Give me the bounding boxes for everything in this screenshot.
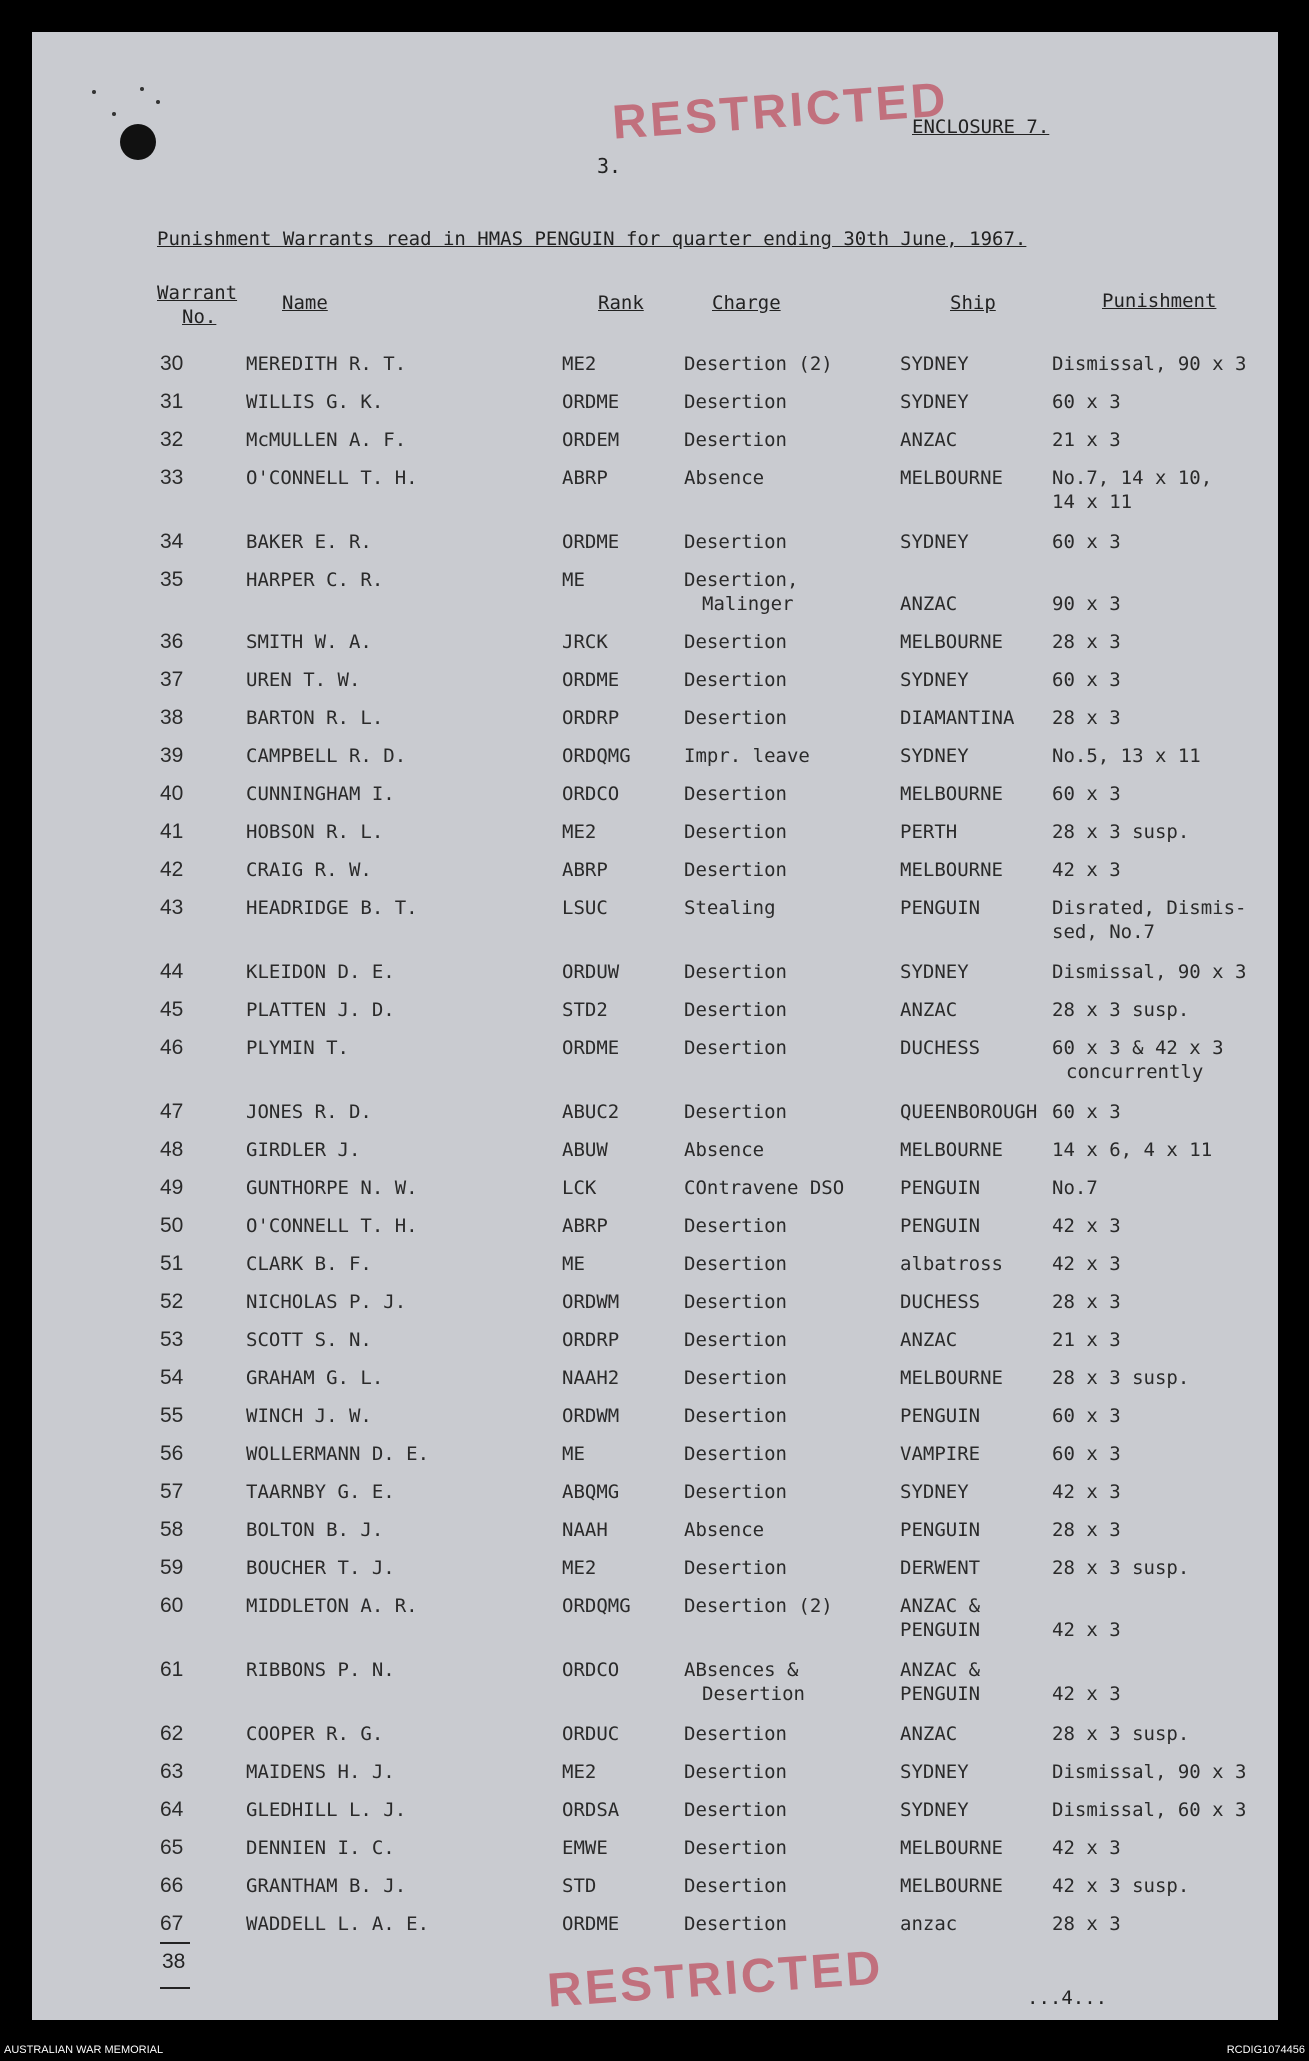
warrant-number: 31 [160,390,184,413]
header-warrant: Warrant [157,282,238,304]
rank-cell: ABUW [562,1139,608,1161]
table-row [32,1290,1278,1326]
warrant-number: 56 [160,1442,184,1465]
ship-cell: ANZAC & [900,1595,981,1617]
charge-cell: Desertion [684,1557,787,1579]
ship-cell: ANZAC & [900,1659,981,1681]
punishment-cell-line2: 42 x 3 [1052,1683,1121,1705]
table-row [32,998,1278,1034]
ship-cell: MELBOURNE [900,631,1003,653]
warrant-number: 35 [160,568,184,591]
ship-cell: DUCHESS [900,1291,981,1313]
ship-cell: PENGUIN [900,1215,981,1237]
warrant-number: 48 [160,1138,184,1161]
punishment-cell: 60 x 3 [1052,1443,1121,1465]
rank-cell: ABQMG [562,1481,620,1503]
punishment-cell: 42 x 3 susp. [1052,1875,1190,1897]
ship-cell: albatross [900,1253,1003,1275]
warrant-number: 41 [160,820,184,843]
charge-cell: Absence [684,1519,765,1541]
table-row [32,1798,1278,1834]
table-row [32,744,1278,780]
person-name: BOLTON B. J. [246,1519,384,1541]
rank-cell: ORDUW [562,961,620,983]
person-name: JONES R. D. [246,1101,372,1123]
ship-cell-line2: PENGUIN [900,1683,981,1705]
warrant-number: 44 [160,960,184,983]
rank-cell: NAAH2 [562,1367,620,1389]
warrant-number: 64 [160,1798,184,1821]
rank-cell: ABRP [562,859,608,881]
warrant-number: 58 [160,1518,184,1541]
punishment-cell: Dismissal, 90 x 3 [1052,353,1247,375]
rank-cell: ME2 [562,353,597,375]
person-name: HEADRIDGE B. T. [246,897,418,919]
table-row [32,1480,1278,1516]
document-title: Punishment Warrants read in HMAS PENGUIN for quarter ending 30th June, 1967. [157,228,1027,250]
total-count: 38 [162,1950,186,1973]
rank-cell: ME [562,569,585,591]
punishment-cell: 21 x 3 [1052,429,1121,451]
charge-cell: Desertion [684,707,787,729]
charge-cell: Desertion [684,1799,787,1821]
person-name: BARTON R. L. [246,707,384,729]
charge-cell: Stealing [684,897,776,919]
ship-cell: MELBOURNE [900,467,1003,489]
rank-cell: ORDME [562,1913,620,1935]
restricted-stamp-top: RESTRICTED [610,73,951,150]
table-row [32,1836,1278,1872]
person-name: PLATTEN J. D. [246,999,395,1021]
punishment-cell: 28 x 3 susp. [1052,1723,1190,1745]
warrant-number: 51 [160,1252,184,1275]
warrant-number: 39 [160,744,184,767]
rank-cell: ORDRP [562,707,620,729]
charge-cell: Desertion [684,1443,787,1465]
person-name: TAARNBY G. E. [246,1481,395,1503]
table-row [32,1874,1278,1910]
ship-cell: SYDNEY [900,531,969,553]
table-row [32,820,1278,856]
restricted-stamp-bottom: RESTRICTED [545,1941,886,2018]
charge-cell: Desertion [684,1367,787,1389]
rank-cell: ORDEM [562,429,620,451]
charge-cell: Desertion [684,1481,787,1503]
warrant-number: 33 [160,466,184,489]
rank-cell: ME2 [562,1761,597,1783]
continued-marker: ...4... [1027,1987,1108,2009]
charge-cell: Desertion [684,531,787,553]
table-row [32,1912,1278,1948]
table-row [32,1658,1278,1705]
rank-cell: JRCK [562,631,608,653]
person-name: CUNNINGHAM I. [246,783,395,805]
charge-cell: Desertion (2) [684,1595,833,1617]
rank-cell: ABUC2 [562,1101,620,1123]
table-row [32,896,1278,943]
table-row [32,782,1278,818]
header-ship: Ship [950,292,996,314]
punishment-cell: Disrated, Dismis- [1052,897,1247,919]
rank-cell: ORDME [562,531,620,553]
table-row [32,1594,1278,1641]
table-row [32,428,1278,464]
rank-cell: ORDWM [562,1405,620,1427]
charge-cell: Desertion [684,1253,787,1275]
warrant-number: 30 [160,352,184,375]
punishment-cell: 60 x 3 [1052,1101,1121,1123]
person-name: CLARK B. F. [246,1253,372,1275]
punishment-cell: 60 x 3 [1052,783,1121,805]
ship-cell: SYDNEY [900,961,969,983]
warrant-number: 49 [160,1176,184,1199]
punishment-cell: 42 x 3 [1052,1253,1121,1275]
rank-cell: STD2 [562,999,608,1021]
charge-cell: Desertion [684,631,787,653]
person-name: BAKER E. R. [246,531,372,553]
table-row [32,1404,1278,1440]
charge-cell: COntravene DSO [684,1177,845,1199]
person-name: WOLLERMANN D. E. [246,1443,430,1465]
table-row [32,1100,1278,1136]
person-name: COOPER R. G. [246,1723,384,1745]
table-row [32,352,1278,388]
punishment-cell: 42 x 3 [1052,859,1121,881]
table-row [32,960,1278,996]
charge-cell: Desertion [684,1837,787,1859]
table-row [32,668,1278,704]
charge-cell: Desertion [684,1291,787,1313]
person-name: DENNIEN I. C. [246,1837,395,1859]
charge-cell: Desertion [684,999,787,1021]
charge-cell: Absence [684,467,765,489]
ship-cell: MELBOURNE [900,1875,1003,1897]
warrant-number: 62 [160,1722,184,1745]
warrant-number: 32 [160,428,184,451]
ship-cell-line2: ANZAC [900,593,958,615]
person-name: WADDELL L. A. E. [246,1913,430,1935]
table-row [32,1722,1278,1758]
charge-cell: ABsences & [684,1659,799,1681]
rank-cell: ME [562,1443,585,1465]
charge-cell: Desertion [684,1101,787,1123]
punishment-cell: 28 x 3 [1052,1519,1121,1541]
person-name: UREN T. W. [246,669,361,691]
header-punishment: Punishment [1102,290,1217,312]
charge-cell-line2: Malinger [702,593,794,615]
punishment-cell-line2: 90 x 3 [1052,593,1121,615]
rank-cell: ABRP [562,1215,608,1237]
ship-cell: ANZAC [900,429,958,451]
charge-cell: Desertion, [684,569,799,591]
warrant-number: 67 [160,1912,184,1935]
ship-cell: SYDNEY [900,745,969,767]
ship-cell: DERWENT [900,1557,981,1579]
warrant-number: 59 [160,1556,184,1579]
ship-cell: MELBOURNE [900,859,1003,881]
person-name: MEREDITH R. T. [246,353,407,375]
total-rule-top [160,1942,190,1944]
person-name: GRAHAM G. L. [246,1367,384,1389]
rank-cell: ORDWM [562,1291,620,1313]
charge-cell: Desertion [684,1037,787,1059]
ship-cell: SYDNEY [900,1761,969,1783]
ship-cell: SYDNEY [900,1799,969,1821]
warrant-number: 42 [160,858,184,881]
person-name: GIRDLER J. [246,1139,361,1161]
warrant-number: 60 [160,1594,184,1617]
header-rank: Rank [598,292,644,314]
charge-cell: Desertion [684,1913,787,1935]
punishment-cell: Dismissal, 60 x 3 [1052,1799,1247,1821]
ship-cell: SYDNEY [900,1481,969,1503]
rank-cell: ORDQMG [562,745,631,767]
rank-cell: LSUC [562,897,608,919]
table-row [32,630,1278,666]
charge-cell: Desertion [684,859,787,881]
table-row [32,1138,1278,1174]
punishment-cell: 60 x 3 [1052,669,1121,691]
punishment-cell: 28 x 3 [1052,631,1121,653]
person-name: O'CONNELL T. H. [246,467,418,489]
ship-cell: DIAMANTINA [900,707,1015,729]
archive-id: RCDIG1074456 [1226,2044,1305,2056]
person-name: RIBBONS P. N. [246,1659,395,1681]
table-row [32,1036,1278,1083]
total-rule-bottom [160,1987,190,1989]
punishment-cell: 60 x 3 & 42 x 3 [1052,1037,1224,1059]
ship-cell: MELBOURNE [900,1139,1003,1161]
ship-cell: MELBOURNE [900,1837,1003,1859]
punishment-cell: 42 x 3 [1052,1215,1121,1237]
ship-cell: PENGUIN [900,1519,981,1541]
rank-cell: STD [562,1875,597,1897]
person-name: KLEIDON D. E. [246,961,395,983]
rank-cell: ME [562,1253,585,1275]
punishment-cell: No.7 [1052,1177,1098,1199]
person-name: NICHOLAS P. J. [246,1291,407,1313]
punishment-cell: No.5, 13 x 11 [1052,745,1201,767]
charge-cell: Absence [684,1139,765,1161]
charge-cell: Desertion [684,1723,787,1745]
person-name: GLEDHILL L. J. [246,1799,407,1821]
punishment-cell: 28 x 3 [1052,707,1121,729]
ship-cell: ANZAC [900,999,958,1021]
charge-cell: Desertion [684,1405,787,1427]
warrant-number: 53 [160,1328,184,1351]
rank-cell: ORDCO [562,1659,620,1681]
paper-speck [140,87,144,91]
rank-cell: EMWE [562,1837,608,1859]
paper-speck [156,100,160,104]
person-name: CAMPBELL R. D. [246,745,407,767]
person-name: MIDDLETON A. R. [246,1595,418,1617]
table-row [32,1176,1278,1212]
charge-cell: Desertion [684,1215,787,1237]
punishment-cell-line2: 42 x 3 [1052,1619,1121,1641]
punishment-cell: 28 x 3 [1052,1913,1121,1935]
punishment-cell: 42 x 3 [1052,1481,1121,1503]
rank-cell: ORDME [562,1037,620,1059]
table-row [32,1214,1278,1250]
punishment-cell-line2: concurrently [1066,1061,1204,1083]
table-row [32,1328,1278,1364]
ship-cell: VAMPIRE [900,1443,981,1465]
warrant-number: 63 [160,1760,184,1783]
warrant-number: 46 [160,1036,184,1059]
punishment-cell: 28 x 3 [1052,1291,1121,1313]
warrant-number: 43 [160,896,184,919]
person-name: SCOTT S. N. [246,1329,372,1351]
punishment-cell-line2: 14 x 11 [1052,491,1133,513]
rank-cell: ORDME [562,669,620,691]
ship-cell: PENGUIN [900,1405,981,1427]
ship-cell: PENGUIN [900,1177,981,1199]
table-row [32,530,1278,566]
person-name: BOUCHER T. J. [246,1557,395,1579]
charge-cell: Desertion [684,783,787,805]
warrant-number: 47 [160,1100,184,1123]
charge-cell: Desertion [684,1761,787,1783]
table-row [32,1366,1278,1402]
charge-cell-line2: Desertion [702,1683,805,1705]
ship-cell-line2: PENGUIN [900,1619,981,1641]
table-row [32,466,1278,513]
punishment-cell: 28 x 3 susp. [1052,1367,1190,1389]
table-row [32,1518,1278,1554]
ship-cell: SYDNEY [900,353,969,375]
ship-cell: ANZAC [900,1723,958,1745]
header-charge: Charge [712,292,781,314]
ship-cell: DUCHESS [900,1037,981,1059]
punishment-cell-line2: sed, No.7 [1052,921,1155,943]
rank-cell: ORDRP [562,1329,620,1351]
warrant-number: 57 [160,1480,184,1503]
punishment-cell: 28 x 3 susp. [1052,1557,1190,1579]
person-name: PLYMIN T. [246,1037,349,1059]
person-name: CRAIG R. W. [246,859,372,881]
ship-cell: MELBOURNE [900,1367,1003,1389]
archive-name: AUSTRALIAN WAR MEMORIAL [4,2044,164,2056]
rank-cell: LCK [562,1177,597,1199]
punishment-cell: 42 x 3 [1052,1837,1121,1859]
page-number: 3. [597,154,622,178]
rank-cell: ORDCO [562,783,620,805]
person-name: MAIDENS H. J. [246,1761,395,1783]
ship-cell: SYDNEY [900,391,969,413]
warrant-number: 45 [160,998,184,1021]
ship-cell: SYDNEY [900,669,969,691]
punishment-cell: 60 x 3 [1052,391,1121,413]
punishment-cell: No.7, 14 x 10, [1052,467,1213,489]
table-row [32,706,1278,742]
ship-cell: anzac [900,1913,958,1935]
rank-cell: ME2 [562,821,597,843]
table-row [32,568,1278,615]
warrant-number: 37 [160,668,184,691]
person-name: McMULLEN A. F. [246,429,407,451]
table-row [32,1556,1278,1592]
punishment-cell: Dismissal, 90 x 3 [1052,1761,1247,1783]
ship-cell: QUEENBOROUGH [900,1101,1038,1123]
charge-cell: Desertion (2) [684,353,833,375]
ship-cell: PENGUIN [900,897,981,919]
charge-cell: Desertion [684,429,787,451]
table-row [32,858,1278,894]
person-name: GUNTHORPE N. W. [246,1177,418,1199]
punch-hole [120,124,156,160]
table-row [32,1252,1278,1288]
charge-cell: Desertion [684,961,787,983]
warrant-number: 61 [160,1658,184,1681]
person-name: GRANTHAM B. J. [246,1875,407,1897]
rank-cell: NAAH [562,1519,608,1541]
warrant-number: 34 [160,530,184,553]
punishment-cell: 21 x 3 [1052,1329,1121,1351]
warrant-number: 36 [160,630,184,653]
warrant-number: 55 [160,1404,184,1427]
rank-cell: ABRP [562,467,608,489]
rank-cell: ORDSA [562,1799,620,1821]
rank-cell: ORDME [562,391,620,413]
charge-cell: Impr. leave [684,745,810,767]
header-name: Name [282,292,328,314]
person-name: HARPER C. R. [246,569,384,591]
document-page [32,32,1278,2020]
rank-cell: ORDQMG [562,1595,631,1617]
warrant-number: 54 [160,1366,184,1389]
ship-cell: PERTH [900,821,958,843]
archive-bar [0,2040,1309,2061]
table-row [32,1760,1278,1796]
person-name: SMITH W. A. [246,631,372,653]
enclosure-label: ENCLOSURE 7. [912,116,1050,138]
rank-cell: ORDUC [562,1723,620,1745]
table-row [32,1442,1278,1478]
warrant-number: 66 [160,1874,184,1897]
warrant-number: 38 [160,706,184,729]
paper-speck [112,112,116,116]
warrant-number: 52 [160,1290,184,1313]
table-row [32,390,1278,426]
warrant-number: 40 [160,782,184,805]
punishment-cell: 60 x 3 [1052,531,1121,553]
punishment-cell: 60 x 3 [1052,1405,1121,1427]
charge-cell: Desertion [684,391,787,413]
person-name: HOBSON R. L. [246,821,384,843]
warrant-number: 50 [160,1214,184,1237]
rank-cell: ME2 [562,1557,597,1579]
ship-cell: MELBOURNE [900,783,1003,805]
paper-speck [92,90,96,94]
punishment-cell: 28 x 3 susp. [1052,821,1190,843]
warrant-number: 65 [160,1836,184,1859]
charge-cell: Desertion [684,669,787,691]
person-name: WINCH J. W. [246,1405,372,1427]
charge-cell: Desertion [684,1329,787,1351]
charge-cell: Desertion [684,1875,787,1897]
person-name: O'CONNELL T. H. [246,1215,418,1237]
punishment-cell: Dismissal, 90 x 3 [1052,961,1247,983]
header-no: No. [182,306,217,328]
person-name: WILLIS G. K. [246,391,384,413]
punishment-cell: 28 x 3 susp. [1052,999,1190,1021]
charge-cell: Desertion [684,821,787,843]
punishment-cell: 14 x 6, 4 x 11 [1052,1139,1213,1161]
ship-cell: ANZAC [900,1329,958,1351]
